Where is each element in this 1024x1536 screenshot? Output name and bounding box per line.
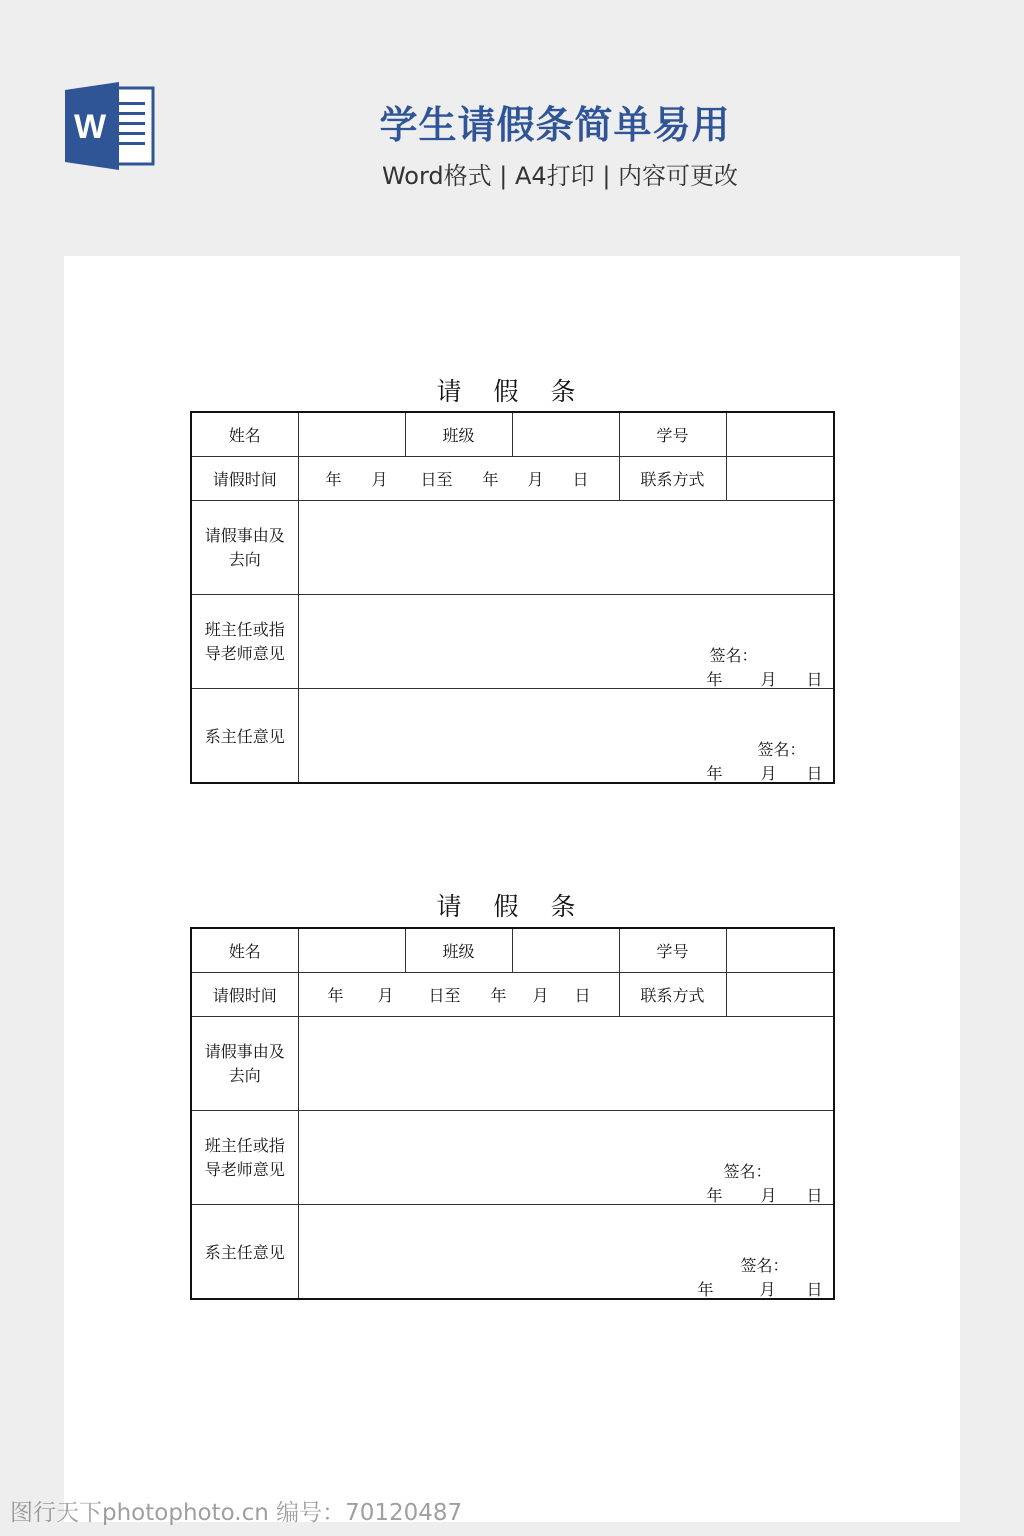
class-label: 班级 (405, 928, 512, 973)
dept-signature: 签名： (757, 740, 806, 759)
student-id-field[interactable] (726, 928, 834, 973)
name-field[interactable] (298, 412, 405, 457)
leave-form-table-2 (190, 927, 835, 1300)
dept-opinion-label: 系主任意见 (191, 689, 298, 784)
student-id-field[interactable] (726, 412, 834, 457)
contact-field[interactable] (726, 973, 834, 1017)
leave-time-field[interactable]: 年 月 日至 年 月 日 (298, 973, 619, 1017)
contact-label: 联系方式 (619, 973, 726, 1017)
teacher-signature: 签名： (723, 1162, 772, 1181)
dept-opinion-field[interactable]: 签名： 年 月 日 (298, 1205, 834, 1300)
form-title-2: 请 假 条 (436, 892, 588, 921)
student-id-label: 学号 (619, 928, 726, 973)
teacher-opinion-label: 班主任或指 导老师意见 (191, 595, 298, 689)
page-title: 学生请假条简单易用 (379, 103, 731, 147)
dept-opinion-label: 系主任意见 (191, 1205, 298, 1300)
teacher-opinion-field[interactable]: 签名： 年 月 日 (298, 595, 834, 689)
reason-field[interactable] (298, 1017, 834, 1111)
teacher-opinion-label: 班主任或指 导老师意见 (191, 1111, 298, 1205)
student-id-label: 学号 (619, 412, 726, 457)
form-title-1: 请 假 条 (436, 377, 588, 406)
reason-label: 请假事由及 去向 (191, 501, 298, 595)
teacher-opinion-field[interactable]: 签名： 年 月 日 (298, 1111, 834, 1205)
teacher-signature: 签名： (709, 646, 758, 665)
word-logo-letter: W (73, 108, 107, 146)
name-label: 姓名 (191, 928, 298, 973)
contact-label: 联系方式 (619, 457, 726, 501)
contact-field[interactable] (726, 457, 834, 501)
name-field[interactable] (298, 928, 405, 973)
name-label: 姓名 (191, 412, 298, 457)
leave-form-table-1 (190, 411, 835, 784)
watermark-text: 图行天下photophoto.cn 编号：70120487 (10, 1500, 463, 1526)
leave-time-field[interactable]: 年 月 日至 年 月 日 (298, 457, 619, 501)
class-field[interactable] (512, 412, 619, 457)
dept-opinion-field[interactable]: 签名： 年 月 日 (298, 689, 834, 784)
class-field[interactable] (512, 928, 619, 973)
class-label: 班级 (405, 412, 512, 457)
reason-field[interactable] (298, 501, 834, 595)
leave-time-label: 请假时间 (191, 457, 298, 501)
reason-label: 请假事由及 去向 (191, 1017, 298, 1111)
dept-signature: 签名： (740, 1256, 789, 1275)
leave-time-label: 请假时间 (191, 973, 298, 1017)
page-subtitle: Word格式 | A4打印 | 内容可更改 (381, 162, 739, 190)
